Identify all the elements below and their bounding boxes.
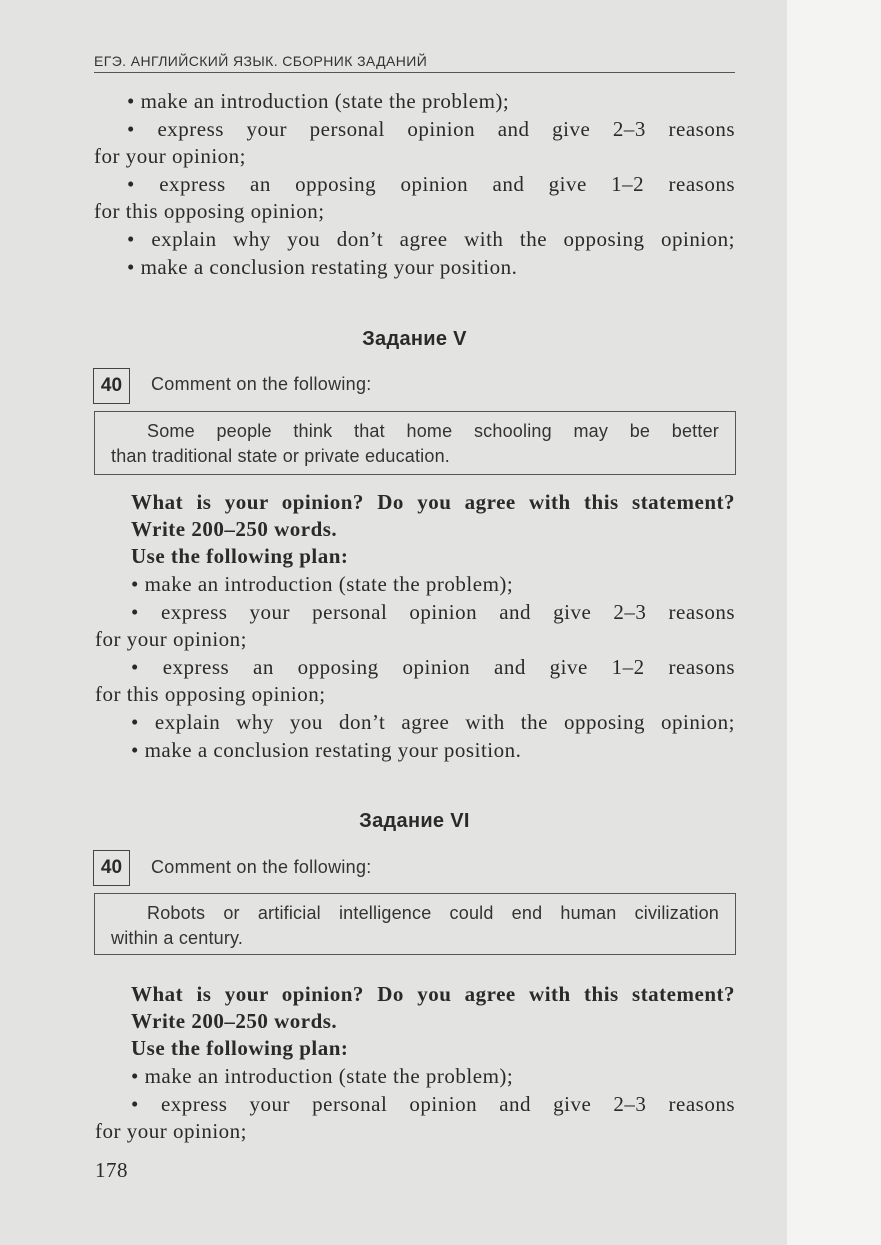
plan-intro: Use the following plan: (131, 1036, 349, 1060)
page-edge (787, 0, 881, 1245)
task-number-box: 40 (93, 368, 130, 404)
statement-line: than traditional state or private education. (111, 446, 451, 466)
plan-bullet: • make a conclusion restating your position. (131, 738, 522, 762)
plan-bullet: • explain why you don’t agree with the opposing opinion; (131, 710, 735, 734)
plan-bullet-cont: for your opinion; (95, 627, 247, 651)
statement-box (94, 411, 736, 475)
task-title: Задание VI (359, 810, 470, 832)
task-number-box: 40 (93, 850, 130, 886)
word-count: Write 200–250 words. (131, 517, 338, 541)
task-title: Задание V (362, 328, 467, 350)
plan-bullet-cont: for your opinion; (95, 1119, 247, 1143)
plan-bullet: • express your personal opinion and give 2–3 reasons (131, 600, 735, 624)
question: What is your opinion? Do you agree with this statement? (131, 982, 735, 1006)
plan-bullet: • make an introduction (state the problem); (131, 1064, 514, 1088)
word-count: Write 200–250 words. (131, 1009, 338, 1033)
page-number: 178 (95, 1158, 128, 1182)
comment-prompt: Comment on the following: (151, 857, 372, 877)
statement-line: Some people think that home schooling may be better (147, 421, 719, 441)
plan-bullet: • explain why you don’t agree with the opposing opinion; (127, 227, 735, 251)
plan-bullet-cont: for this opposing opinion; (94, 199, 325, 223)
plan-bullet: • make an introduction (state the problem); (131, 572, 514, 596)
question: What is your opinion? Do you agree with this statement? (131, 490, 735, 514)
plan-intro: Use the following plan: (131, 544, 349, 568)
header-rule (94, 72, 735, 73)
plan-bullet: • make a conclusion restating your position. (127, 255, 518, 279)
statement-line: within a century. (111, 928, 244, 948)
plan-bullet: • make an introduction (state the problem); (127, 89, 510, 113)
comment-prompt: Comment on the following: (151, 374, 372, 394)
plan-bullet: • express your personal opinion and give 2–3 reasons (127, 117, 735, 141)
plan-bullet: • express an opposing opinion and give 1–2 reasons (131, 655, 735, 679)
statement-box (94, 893, 736, 955)
statement-line: Robots or artificial intelligence could end human civilization (147, 903, 719, 923)
running-head: ЕГЭ. АНГЛИЙСКИЙ ЯЗЫК. СБОРНИК ЗАДАНИЙ (94, 53, 428, 69)
plan-bullet: • express an opposing opinion and give 1–2 reasons (127, 172, 735, 196)
plan-bullet: • express your personal opinion and give 2–3 reasons (131, 1092, 735, 1116)
plan-bullet-cont: for this opposing opinion; (95, 682, 326, 706)
plan-bullet-cont: for your opinion; (94, 144, 246, 168)
